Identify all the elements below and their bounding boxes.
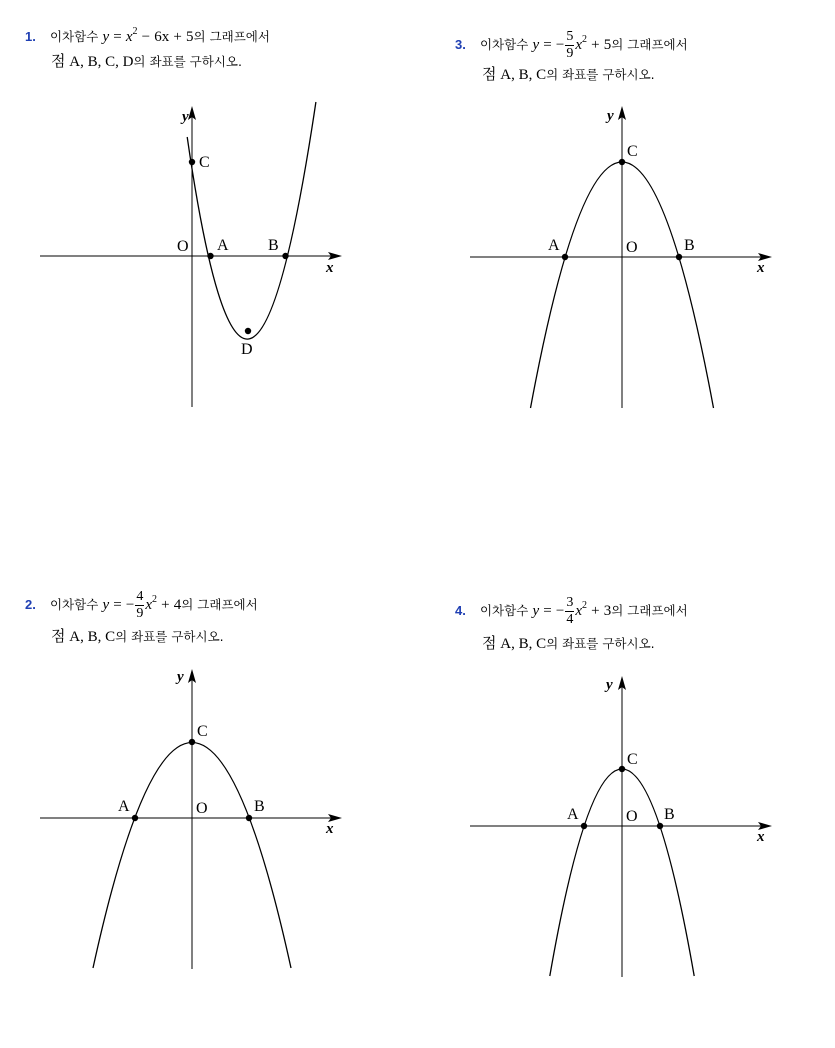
origin-label: O — [177, 238, 189, 255]
problem-number: 3. — [455, 37, 466, 52]
fraction: $\frac{3}{4}$ — [566, 595, 574, 627]
point-a-label: A — [548, 237, 560, 254]
x-axis-label: x — [757, 260, 765, 276]
equation: y = − $\frac{4}{9}$ $x^2 + 4$ — [102, 589, 182, 621]
equation: $y = x^2 - 6x + 5$ — [102, 26, 194, 45]
point-c-label: C — [627, 751, 638, 768]
point-a-dot — [581, 823, 587, 829]
problem-number: 4. — [455, 603, 466, 618]
point-b-dot — [657, 823, 663, 829]
problem-number: 1. — [25, 29, 36, 44]
point-list: 점 A, B, C — [51, 629, 116, 645]
point-c-label: C — [627, 143, 638, 160]
question-text: 의 좌표를 구하시오. — [546, 636, 655, 651]
point-b-label: B — [684, 237, 695, 254]
fraction: $\frac{5}{9}$ — [566, 29, 574, 61]
point-c-dot — [619, 766, 625, 772]
y-axis-label: y — [607, 108, 614, 124]
statement-suffix: 의 그래프에서 — [611, 603, 688, 618]
point-list: 점 A, B, C — [482, 636, 547, 652]
point-d-label: D — [241, 341, 253, 358]
fraction: $\frac{4}{9}$ — [136, 589, 144, 621]
question-text: 의 좌표를 구하시오. — [546, 67, 655, 82]
point-b-label: B — [268, 237, 279, 254]
point-list: 점 A, B, C — [482, 67, 547, 83]
y-axis-label: y — [182, 109, 189, 125]
point-a-label: A — [567, 806, 579, 823]
statement-suffix: 의 그래프에서 — [181, 597, 258, 612]
y-axis-label: y — [177, 669, 184, 685]
problem-number: 2. — [25, 597, 36, 612]
question-text: 의 좌표를 구하시오. — [115, 629, 224, 644]
origin-label: O — [626, 239, 638, 256]
y-axis-label: y — [606, 677, 613, 693]
point-b-label: B — [254, 798, 265, 815]
point-a-label: A — [118, 798, 130, 815]
statement-prefix: 이차함수 — [49, 597, 99, 612]
point-c-label: C — [197, 723, 208, 740]
point-c-label: C — [199, 154, 210, 171]
origin-label: O — [626, 808, 638, 825]
point-list: 점 A, B, C, D — [51, 54, 134, 70]
statement-prefix: 이차함수 — [479, 603, 529, 618]
statement-suffix: 의 그래프에서 — [611, 37, 688, 52]
equation: y = − $\frac{3}{4}$ $x^2 + 3$ — [532, 595, 612, 627]
x-axis-label: x — [757, 829, 765, 845]
x-axis-label: x — [326, 260, 334, 276]
point-b-label: B — [664, 806, 675, 823]
point-a-label: A — [217, 237, 229, 254]
statement-prefix: 이차함수 — [479, 37, 529, 52]
equation: y = − $\frac{5}{9}$ $x^2 + 5$ — [532, 29, 612, 61]
question-text: 의 좌표를 구하시오. — [133, 54, 242, 69]
statement-suffix: 의 그래프에서 — [193, 29, 270, 44]
x-axis-label: x — [326, 821, 334, 837]
statement-prefix: 이차함수 — [49, 29, 99, 44]
origin-label: O — [196, 800, 208, 817]
